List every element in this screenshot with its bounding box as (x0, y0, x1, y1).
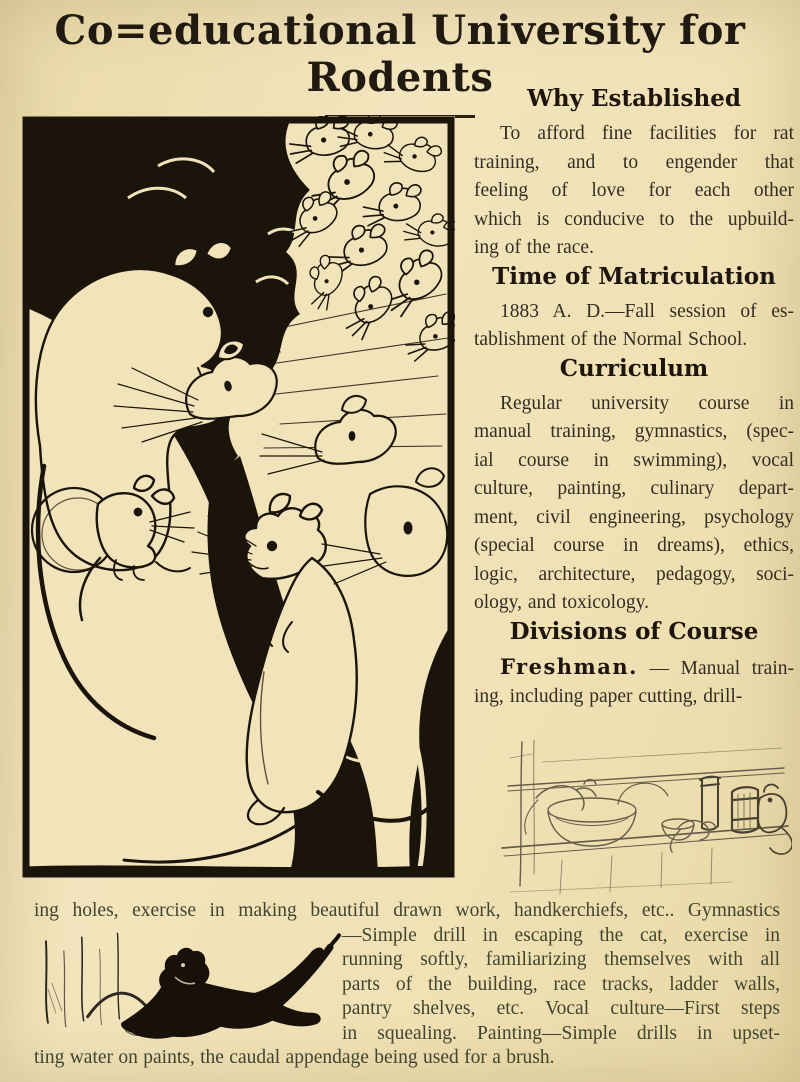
heading-divisions-of-course: Divisions of Course (509, 617, 759, 645)
text-line: —Simple drill in escaping the cat, exercise in (342, 924, 780, 946)
bottom-line-1: ing holes, exercise in making beautiful drawn work, handkerchiefs, etc.. Gymnastics (34, 900, 780, 921)
text-line: ing of the race. (474, 237, 594, 258)
text-line: parts of the building, race tracks, ladder walls, (342, 973, 780, 995)
divisions-line-2: ing, including paper cutting, drill- (474, 686, 743, 707)
text-line: Regular university course in (500, 392, 794, 414)
leaping-cat-illustration (34, 927, 342, 1046)
freshman-lead-rest: — Manual train- (649, 657, 794, 679)
rats-illustration (22, 116, 455, 878)
text-line: running softly, familiarizing themselves with all (342, 949, 780, 970)
paragraph-matriculation (474, 298, 794, 355)
text-line: To afford fine facilities for rat (500, 123, 794, 144)
text-line: tablishment of the Normal School. (474, 329, 748, 350)
text-line: ology, and toxicology. (474, 592, 649, 613)
page-title: Co=educational University for Rodents (54, 7, 746, 101)
bottom-last-line: ting water on paints, the caudal appendage being used for a brush. (34, 1047, 555, 1068)
text-line: training, and to engender that (474, 151, 794, 173)
leaping-cat-svg (34, 927, 342, 1039)
bottom-text-block (34, 899, 780, 1071)
text-line: pantry shelves, etc. Vocal culture—First steps (342, 998, 780, 1019)
divisions-line-1 (474, 653, 794, 684)
right-text-column (474, 85, 794, 712)
paragraph-divisions (474, 653, 794, 712)
text-line: manual training, gymnastics, (spec- (474, 421, 794, 442)
bottom-wrapped-section (34, 924, 780, 1047)
heading-time-of-matriculation: Time of Matriculation (492, 262, 776, 290)
heading-why-established: Why Established (527, 85, 741, 112)
text-line: feeling of love for each other (474, 180, 794, 201)
paragraph-curriculum (474, 390, 794, 618)
text-line: 1883 A. D.—Fall session of es- (500, 300, 794, 322)
rats-illustration-svg (22, 116, 455, 878)
text-line: (special course in dreams), ethics, (474, 535, 794, 556)
text-line: culture, painting, culinary depart- (474, 478, 794, 499)
text-line: ment, civil engineering, psychology (474, 506, 794, 528)
text-line: in squealing. Painting—Simple drills in upset- (342, 1022, 780, 1044)
freshman-lead: Freshman. (500, 653, 638, 679)
text-line: ial course in swimming), vocal (474, 449, 794, 471)
text-line: which is conducive to the upbuild- (474, 208, 794, 230)
heading-curriculum: Curriculum (559, 354, 709, 382)
text-line: logic, architecture, pedagogy, soci- (474, 563, 794, 585)
paragraph-why-established (474, 120, 794, 263)
pantry-shelf-svg (492, 728, 792, 896)
pantry-shelf-illustration (492, 728, 792, 896)
